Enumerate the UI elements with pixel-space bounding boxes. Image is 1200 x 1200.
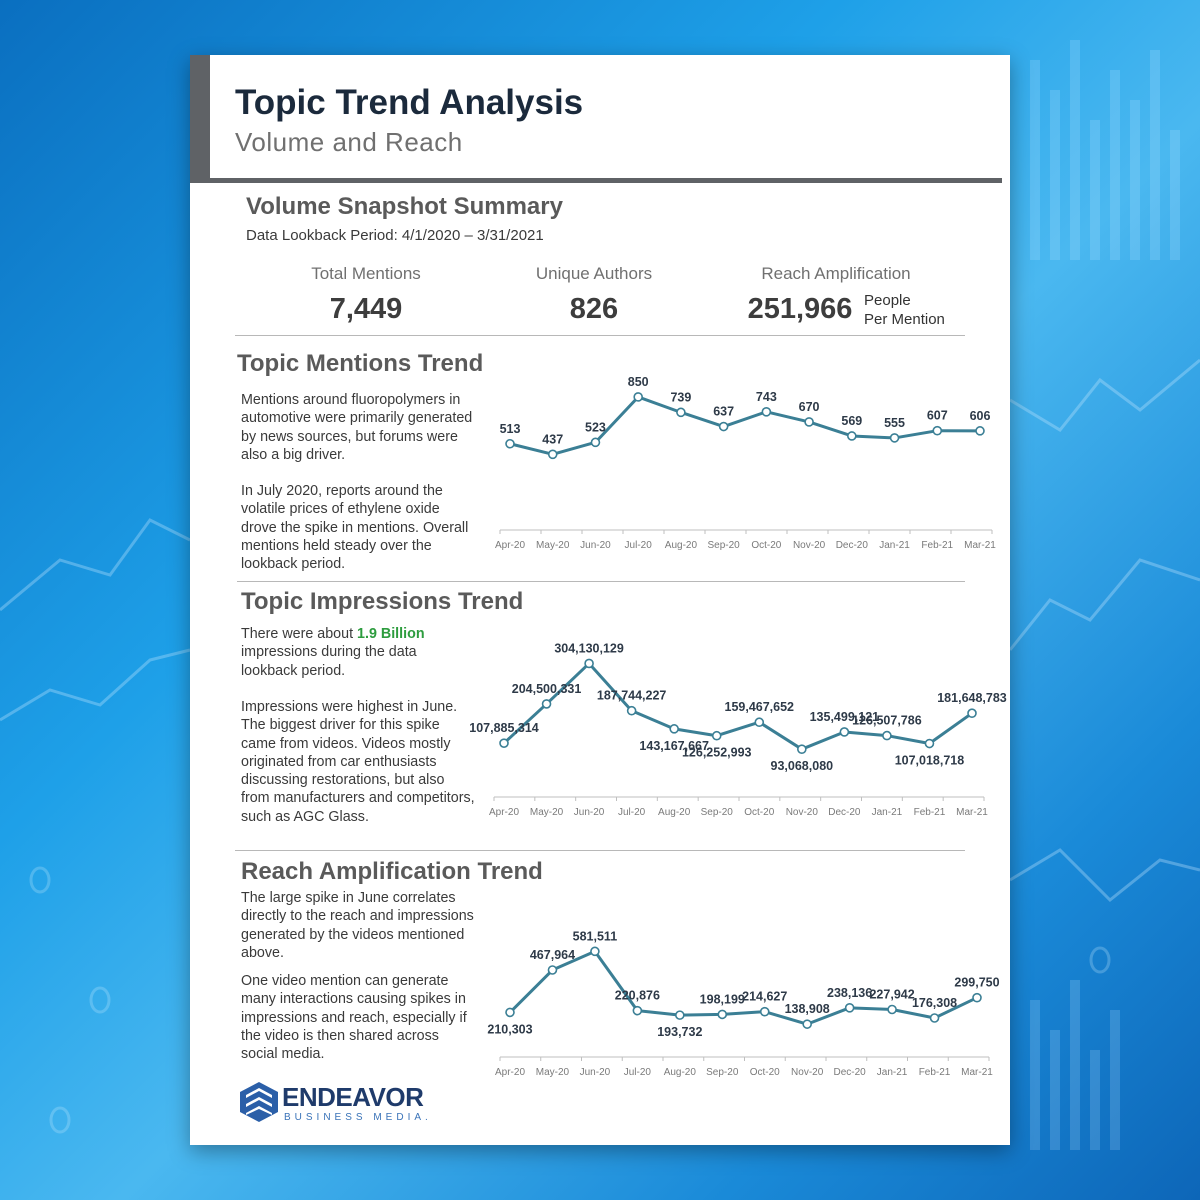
data-label: 176,308 bbox=[911, 995, 958, 1010]
x-tick-label: Apr-20 bbox=[488, 807, 520, 818]
impressions-heading: Topic Impressions Trend bbox=[241, 588, 524, 615]
snapshot-divider bbox=[235, 335, 965, 336]
x-tick-label: Jan-21 bbox=[879, 540, 910, 551]
logo-subtitle: BUSINESS MEDIA. bbox=[284, 1112, 432, 1123]
x-tick-label: Jun-20 bbox=[579, 1067, 611, 1078]
x-tick-label: Oct-20 bbox=[751, 540, 782, 551]
data-point bbox=[634, 393, 642, 401]
data-label: 107,018,718 bbox=[894, 753, 965, 768]
data-label: 238,136 bbox=[827, 985, 873, 1000]
x-tick-label: Jul-20 bbox=[624, 540, 652, 551]
data-label: 210,303 bbox=[487, 1022, 533, 1037]
data-point bbox=[968, 709, 976, 717]
data-label: 850 bbox=[627, 374, 649, 389]
x-tick-label: Nov-20 bbox=[791, 1067, 824, 1078]
mentions-divider bbox=[237, 581, 965, 582]
x-tick-label: Aug-20 bbox=[663, 1067, 696, 1078]
data-label: 187,744,227 bbox=[596, 688, 667, 703]
x-tick-label: Sep-20 bbox=[707, 540, 740, 551]
x-tick-label: May-20 bbox=[529, 807, 564, 818]
endeavor-logo bbox=[238, 1080, 432, 1129]
data-point bbox=[848, 432, 856, 440]
impressions-divider bbox=[235, 850, 965, 851]
reach-chart bbox=[480, 925, 1000, 1078]
data-point bbox=[925, 740, 933, 748]
x-tick-label: Oct-20 bbox=[749, 1067, 780, 1078]
data-label: 198,199 bbox=[699, 992, 745, 1007]
x-tick-label: Nov-20 bbox=[785, 807, 818, 818]
data-point bbox=[931, 1014, 939, 1022]
impressions-highlight: 1.9 Billion bbox=[357, 626, 425, 642]
data-point bbox=[798, 745, 806, 753]
x-tick-label: Mar-21 bbox=[956, 807, 988, 818]
data-point bbox=[549, 450, 557, 458]
data-point bbox=[506, 440, 514, 448]
mentions-heading: Topic Mentions Trend bbox=[237, 350, 484, 377]
people-per-mention bbox=[864, 291, 984, 329]
data-point bbox=[762, 408, 770, 416]
stat-value-total-mentions: 7,449 bbox=[329, 293, 403, 325]
data-point bbox=[718, 1010, 726, 1018]
reach-para-2: One video mention can generate many interactions causing spikes in impressions and reach, especially if the video is then shared across social media. bbox=[241, 973, 467, 1063]
data-label: 555 bbox=[884, 415, 905, 430]
data-point bbox=[585, 659, 593, 667]
data-label: 193,732 bbox=[657, 1025, 703, 1040]
data-label: 743 bbox=[755, 389, 777, 404]
x-tick-label: Feb-21 bbox=[913, 807, 946, 818]
data-label: 304,130,129 bbox=[554, 641, 624, 656]
page-subtitle: Volume and Reach bbox=[235, 127, 463, 157]
x-tick-label: Dec-20 bbox=[828, 807, 861, 818]
data-point bbox=[933, 427, 941, 435]
data-label: 606 bbox=[969, 408, 991, 423]
data-label: 143,167,667 bbox=[639, 738, 709, 753]
mentions-para-1: Mentions around fluoropolymers in automotive were primarily generated by news sources, but forums were also a big driver. bbox=[241, 392, 473, 463]
impressions-para-2: Impressions were highest in June. The biggest driver for this spike came from videos. Videos mostly originated from car enthusiasts discussing restorations, but also from manufacturers and competitors, such as AGC Glass. bbox=[241, 699, 475, 825]
data-label: 739 bbox=[670, 390, 692, 405]
data-label: 607 bbox=[926, 408, 948, 423]
x-tick-label: Dec-20 bbox=[833, 1067, 866, 1078]
data-point bbox=[548, 966, 556, 974]
data-point bbox=[755, 718, 763, 726]
x-tick-label: Apr-20 bbox=[494, 540, 526, 551]
data-label: 126,252,993 bbox=[681, 745, 752, 760]
x-tick-label: Jan-21 bbox=[871, 807, 903, 818]
stat-label-total-mentions: Total Mentions bbox=[311, 264, 421, 283]
data-point bbox=[506, 1008, 514, 1016]
x-tick-label: May-20 bbox=[535, 1067, 570, 1078]
data-point bbox=[676, 1011, 684, 1019]
x-tick-label: Jul-20 bbox=[618, 807, 646, 818]
data-point bbox=[761, 1008, 769, 1016]
data-point bbox=[677, 408, 685, 416]
x-tick-label: May-20 bbox=[536, 540, 570, 551]
data-point bbox=[670, 725, 678, 733]
stat-label-reach-amplification: Reach Amplification bbox=[761, 264, 911, 283]
data-label: 107,885,314 bbox=[469, 721, 539, 736]
reach-heading: Reach Amplification Trend bbox=[241, 858, 543, 885]
x-tick-label: Sep-20 bbox=[700, 807, 733, 818]
data-label: 299,750 bbox=[954, 975, 1000, 990]
x-tick-label: Aug-20 bbox=[658, 807, 691, 818]
data-point bbox=[713, 732, 721, 740]
data-label: 670 bbox=[798, 399, 820, 414]
data-label: 181,648,783 bbox=[937, 691, 1007, 706]
data-label: 93,068,080 bbox=[770, 759, 834, 774]
data-label: 214,627 bbox=[742, 989, 788, 1004]
mentions-para-2: In July 2020, reports around the volatile prices of ethylene oxide drove the spike in mentions. Overall mentions held steady over the lookback period. bbox=[241, 483, 469, 573]
data-label: 437 bbox=[542, 432, 564, 447]
data-label: 135,499,121 bbox=[809, 709, 880, 724]
data-label: 126,507,786 bbox=[852, 713, 922, 728]
x-tick-label: Feb-21 bbox=[918, 1067, 951, 1078]
data-point bbox=[840, 728, 848, 736]
x-tick-label: Feb-21 bbox=[921, 540, 954, 551]
data-label: 159,467,652 bbox=[724, 700, 795, 715]
data-point bbox=[891, 434, 899, 442]
x-tick-label: Jul-20 bbox=[623, 1067, 651, 1078]
data-label: 204,500,331 bbox=[511, 681, 582, 696]
ppm-line-2: Per Mention bbox=[864, 311, 945, 328]
data-label: 513 bbox=[499, 421, 521, 436]
series-line bbox=[510, 397, 980, 454]
data-point bbox=[500, 739, 508, 747]
impressions-para-1 bbox=[241, 625, 476, 680]
stat-label-unique-authors: Unique Authors bbox=[535, 264, 653, 283]
data-point bbox=[591, 438, 599, 446]
header-divider bbox=[190, 178, 1002, 183]
data-point bbox=[591, 947, 599, 955]
data-label: 523 bbox=[585, 420, 606, 435]
data-point bbox=[846, 1004, 854, 1012]
x-tick-label: Jan-21 bbox=[876, 1067, 908, 1078]
x-tick-label: Mar-21 bbox=[964, 540, 996, 551]
x-tick-label: Dec-20 bbox=[835, 540, 868, 551]
data-point bbox=[628, 707, 636, 715]
mentions-chart bbox=[480, 360, 1000, 560]
data-point bbox=[976, 427, 984, 435]
data-label: 227,942 bbox=[869, 987, 915, 1002]
report-page bbox=[190, 55, 1010, 1145]
impressions-para-1-post: impressions during the data lookback period. bbox=[241, 644, 417, 679]
lookback-period: Data Lookback Period: 4/1/2020 – 3/31/2021 bbox=[246, 227, 544, 244]
data-point bbox=[805, 418, 813, 426]
data-point bbox=[633, 1007, 641, 1015]
x-tick-label: Nov-20 bbox=[792, 540, 826, 551]
data-label: 220,876 bbox=[614, 988, 660, 1003]
x-tick-label: Jun-20 bbox=[580, 540, 611, 551]
data-label: 467,964 bbox=[529, 948, 576, 963]
data-point bbox=[973, 994, 981, 1002]
x-tick-label: Apr-20 bbox=[494, 1067, 526, 1078]
snapshot-heading: Volume Snapshot Summary bbox=[246, 193, 563, 220]
header-accent-bar bbox=[190, 55, 210, 183]
data-point bbox=[720, 423, 728, 431]
impressions-para-1-pre: There were about bbox=[241, 626, 358, 642]
x-tick-label: Jun-20 bbox=[573, 807, 605, 818]
data-label: 569 bbox=[841, 413, 863, 428]
data-point bbox=[888, 1005, 896, 1013]
stat-value-reach-amplification: 251,966 bbox=[747, 293, 853, 325]
data-label: 138,908 bbox=[784, 1002, 830, 1017]
x-tick-label: Aug-20 bbox=[664, 540, 698, 551]
x-tick-label: Oct-20 bbox=[744, 807, 775, 818]
logo-mark-icon bbox=[238, 1080, 280, 1124]
data-label: 637 bbox=[713, 404, 735, 419]
data-point bbox=[543, 700, 551, 708]
x-tick-label: Mar-21 bbox=[961, 1067, 993, 1078]
x-tick-label: Sep-20 bbox=[706, 1067, 739, 1078]
data-point bbox=[883, 732, 891, 740]
stat-value-unique-authors: 826 bbox=[569, 293, 619, 325]
ppm-line-1: People bbox=[864, 292, 911, 309]
reach-para-1: The large spike in June correlates directly to the reach and impressions generated by the videos mentioned above. bbox=[241, 890, 474, 961]
logo-name: ENDEAVOR bbox=[282, 1082, 424, 1112]
impressions-chart bbox=[469, 625, 1007, 818]
page-title: Topic Trend Analysis bbox=[235, 83, 584, 122]
data-point bbox=[803, 1020, 811, 1028]
data-label: 581,511 bbox=[572, 929, 618, 944]
